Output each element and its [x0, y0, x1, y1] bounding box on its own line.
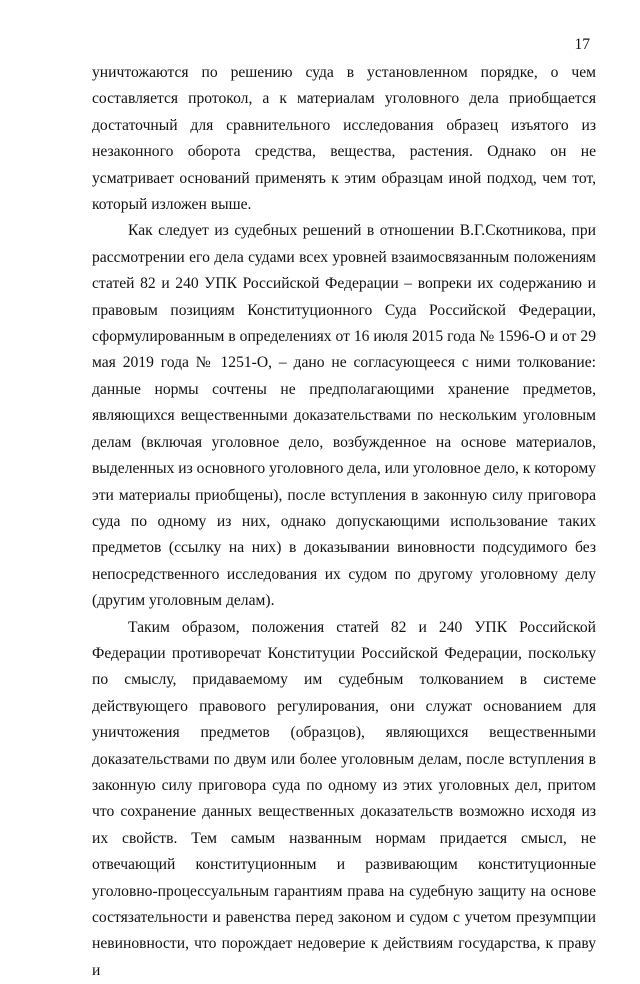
paragraph-1: уничтожаются по решению суда в установленном порядке, о чем составляется протокол, а к материалам уголовного дела приобщается достаточный для сравнительного исследования образец изъятого из незаконного оборота средства, вещества, растения. Однако он не усматривает оснований применять к этим образцам иной подход, чем тот, который изложен выше.	[92, 64, 596, 214]
paragraph-2: Как следует из судебных решений в отношении В.Г.Скотникова, при рассмотрении его дела судами всех уровней взаимосвязанным положениям статей 82 и 240 УПК Российской Федерации – вопреки их содержанию и правовым позициям Конституционного Суда Российской Федерации, сформулированным в определениях от 16 июля 2015 года № 1596-О и от 29 мая 2019 года № 1251-О, – дано не согласующееся с ними толкование: данные нормы сочтены не предполагающими хранение предметов, являющихся вещественными доказательствами по нескольким уголовным делам (включая уголовное дело, возбужденное на основе материалов, выделенных из основного уголовного дела, или уголовное дело, к которому эти материалы приобщены), после вступления в законную силу приговора суда по одному из них, однако допускающими использование таких предметов (ссылку на них) в доказывании виновности подсудимого без непосредственного исследования их судом по другому уголовному делу (другим уголовным делам).	[92, 222, 596, 610]
page-number: 17	[574, 36, 590, 53]
document-body	[92, 60, 596, 984]
paragraph-3: Таким образом, положения статей 82 и 240 УПК Российской Федерации противоречат Конституции Российской Федерации, поскольку по смыслу, придаваемому им судебным толкованием в системе действующего правового регулирования, они служат основанием для уничтожения предметов (образцов), являющихся вещественными доказательствами по двум или более уголовным делам, после вступления в законную силу приговора суда по одному из этих уголовных дел, притом что сохранение данных вещественных доказательств возможно исходя из их свойств. Тем самым названным нормам придается смысл, не отвечающий конституционным и развивающим конституционные уголовно-процессуальным гарантиям права на судебную защиту на основе состязательности и равенства перед законом и судом с учетом презумпции невиновности, что порождает недоверие к действиям государства, к праву и	[92, 618, 596, 979]
